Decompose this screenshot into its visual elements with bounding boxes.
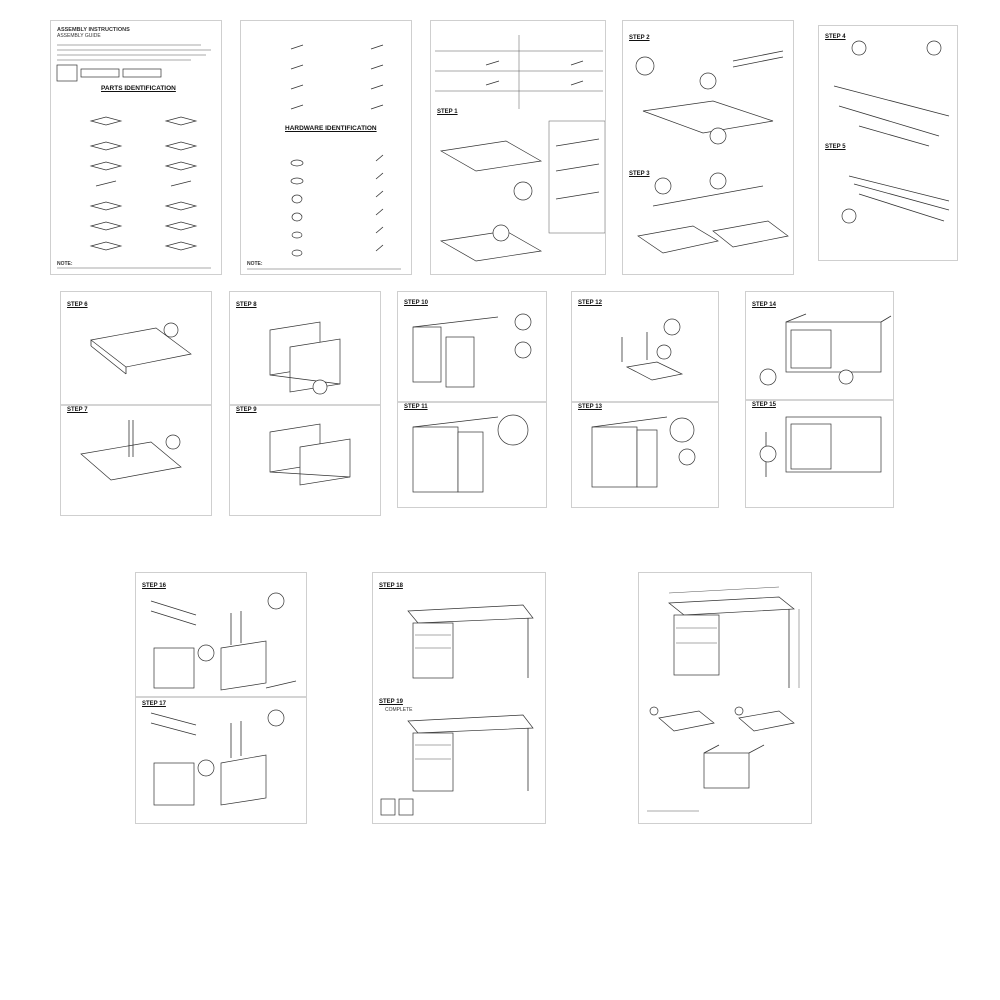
step-8-label: STEP 8 xyxy=(236,302,257,308)
sheet-steps-2-3 xyxy=(622,20,794,275)
step-3-label: STEP 3 xyxy=(629,171,650,177)
sheet-steps-4-5 xyxy=(818,25,958,261)
sheet-step-1 xyxy=(430,20,606,275)
dimensions-drawing xyxy=(639,573,812,824)
steps-2-3-drawing xyxy=(623,21,794,275)
steps-10-11-drawing xyxy=(398,292,547,508)
sheet-steps-8-9 xyxy=(229,291,381,516)
step-1-drawing xyxy=(431,21,606,275)
parts-drawing xyxy=(51,21,222,275)
steps-14-15-drawing xyxy=(746,292,894,508)
instructions-title: ASSEMBLY INSTRUCTIONS xyxy=(57,27,130,33)
sheet-steps-16-17 xyxy=(135,572,307,824)
sheet-steps-12-13 xyxy=(571,291,719,508)
sheet-hardware-identification xyxy=(240,20,412,275)
step-7-label: STEP 7 xyxy=(67,407,88,413)
step-5-label: STEP 5 xyxy=(825,144,846,150)
sheet-steps-6-7 xyxy=(60,291,212,516)
parts-identification-heading: PARTS IDENTIFICATION xyxy=(101,85,176,92)
step-2-label: STEP 2 xyxy=(629,35,650,41)
hardware-drawing xyxy=(241,21,412,275)
step-6-label: STEP 6 xyxy=(67,302,88,308)
step-17-label: STEP 17 xyxy=(142,701,166,707)
step-11-label: STEP 11 xyxy=(404,404,428,410)
sheet-steps-10-11 xyxy=(397,291,547,508)
step-15-label: STEP 15 xyxy=(752,402,776,408)
steps-6-7-drawing xyxy=(61,292,212,516)
step-14-label: STEP 14 xyxy=(752,302,776,308)
step-13-label: STEP 13 xyxy=(578,404,602,410)
step-12-label: STEP 12 xyxy=(578,300,602,306)
step-4-label: STEP 4 xyxy=(825,34,846,40)
sheet-dimensions xyxy=(638,572,812,824)
step-18-label: STEP 18 xyxy=(379,583,403,589)
complete-label: COMPLETE xyxy=(385,707,413,713)
step-9-label: STEP 9 xyxy=(236,407,257,413)
step-16-label: STEP 16 xyxy=(142,583,166,589)
step-1-label: STEP 1 xyxy=(437,109,458,115)
hardware-note-label: NOTE: xyxy=(247,261,263,267)
sheet-steps-18-19 xyxy=(372,572,546,824)
step-19-label: STEP 19 xyxy=(379,699,403,705)
sheet-steps-14-15 xyxy=(745,291,894,508)
steps-16-17-drawing xyxy=(136,573,307,824)
steps-12-13-drawing xyxy=(572,292,719,508)
parts-note-label: NOTE: xyxy=(57,261,73,267)
step-10-label: STEP 10 xyxy=(404,300,428,306)
steps-8-9-drawing xyxy=(230,292,381,516)
instructions-subtitle: ASSEMBLY GUIDE xyxy=(57,33,101,39)
hardware-identification-heading: HARDWARE IDENTIFICATION xyxy=(285,125,377,132)
sheet-parts-identification xyxy=(50,20,222,275)
